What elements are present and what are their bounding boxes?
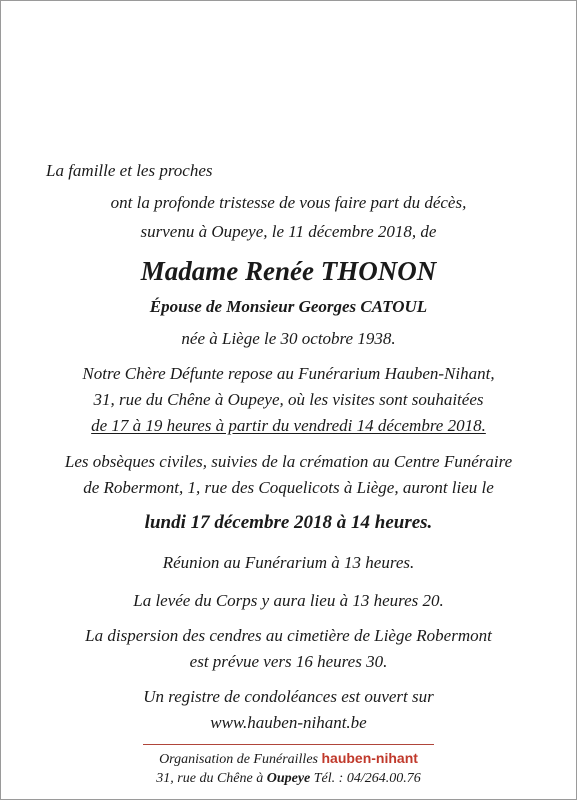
ashes-line-2: est prévue vers 16 heures 30. [189,652,388,671]
footer-address-prefix: 31, rue du Chêne à [156,771,264,786]
ceremony-line-2: de Robermont, 1, rue des Coquelicots à Liège, auront lieu le [83,478,494,497]
footer-divider [143,744,434,745]
brand-logo: hauben-nihant [321,750,418,766]
visiting-hours: de 17 à 19 heures à partir du vendredi 14 décembre 2018. [91,416,486,435]
departure-text: La levée du Corps y aura lieu à 13 heures 20. [133,591,444,610]
rest-line-1: Notre Chère Défunte repose au Funérarium Hauben-Nihant, [82,364,495,383]
meeting-text: Réunion au Funérarium à 13 heures. [162,553,415,572]
deceased-name: Madame Renée THONON [140,256,437,286]
ceremony-line-1: Les obsèques civiles, suivies de la crémation au Centre Funéraire [64,452,513,471]
footer-organisation [0,750,577,768]
footer-address [0,770,577,787]
birth-text: née à Liège le 30 octobre 1938. [181,329,396,348]
rest-line-2: 31, rue du Chêne à Oupeye, où les visites sont souhaitées [93,390,484,409]
registry-text: Un registre de condoléances est ouvert sur [143,687,434,706]
registry-url[interactable]: www.hauben-nihant.be [210,713,367,732]
footer-phone: Tél. : 04/264.00.76 [313,771,421,786]
announce-line-1: ont la profonde tristesse de vous faire part du décès, [110,193,467,212]
footer-city: Oupeye [266,771,311,786]
ashes-line-1: La dispersion des cendres au cimetière de Liège Robermont [85,626,492,645]
ceremony-date: lundi 17 décembre 2018 à 14 heures. [144,512,433,533]
spouse-text: Épouse de Monsieur Georges CATOUL [149,297,428,316]
intro-text: La famille et les proches [46,161,213,180]
footer-org-prefix: Organisation de Funérailles [159,752,318,767]
announce-line-2: survenu à Oupeye, le 11 décembre 2018, de [140,222,437,241]
